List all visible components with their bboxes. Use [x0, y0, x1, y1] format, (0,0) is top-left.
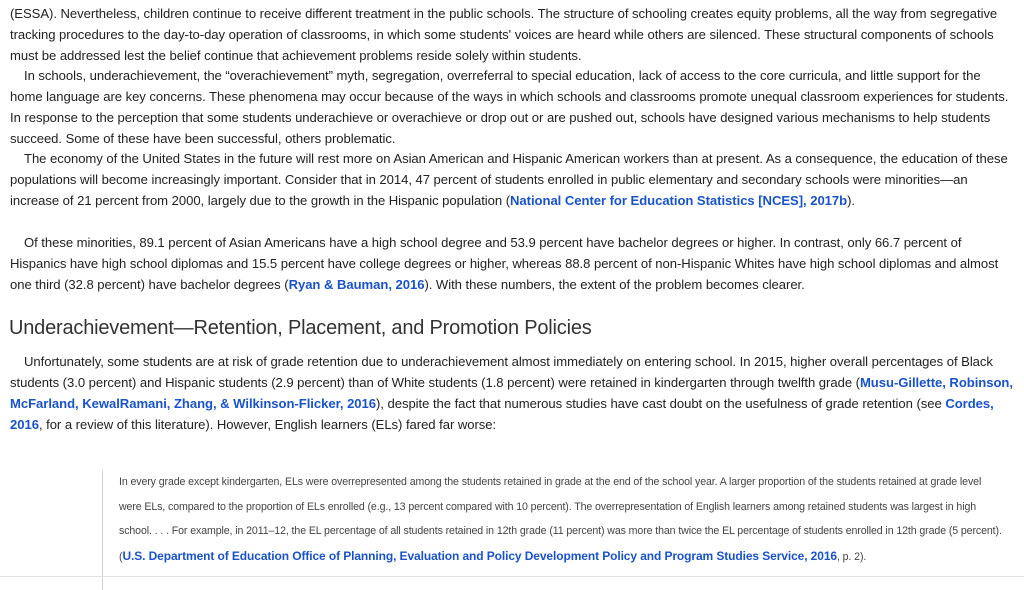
citation-link-us-department-of-education[interactable]: U.S. Department of Education Office of Planning, Evaluation and Policy Development Policy and Program Studies Service, 2016 [122, 548, 837, 563]
quote-body: In every grade except kindergarten, ELs were overrepresented among the students retained in grade at the end of the school year. A larger proportion of the students retained at grade level were ELs, compared to the proportion of ELs enrolled (e.g., 13 percent compared with 10 percent). The overrepresentation of English learners among retained students was largest in high school. . . . For example, in 2011–12, the EL percentage of all students retained in 12th grade (11 percent) was more than twice the EL percentage of students enrolled in 12th grade (5 percent). ( [119, 476, 1002, 563]
paragraph-text: Unfortunately, some students are at risk of grade retention due to underachievement almost immediately on entering school. In 2015, higher overall percentages of Black students (3.0 percent) and Hispanic students (2.9 percent) than of White students (1.8 percent) were retained in kindergarten through twelfth grade ( [10, 354, 993, 390]
paragraph-text: ). [847, 193, 856, 208]
citation-link-cordes[interactable]: Cordes, 2016 [10, 396, 994, 432]
paragraph-minorities [10, 232, 1014, 295]
paragraph-text: ). With these numbers, the extent of the problem becomes clearer. [424, 277, 805, 292]
block-quote [102, 470, 1003, 590]
citation-link-ryan-bauman[interactable]: Ryan & Bauman, 2016 [288, 277, 425, 292]
paragraph-text: In schools, underachievement, the “overachievement” myth, segregation, overreferral to special education, lack of access to the core curricula, and little support for the home language are key concerns. These phenomena may occur because of the ways in which schools and classrooms promote unequal classroom experiences for students. In response to the perception that some students underachieve or overachieve or drop out or are pushed out, schools have designed various mechanisms to help students succeed. Some of these have been successful, others problematic. [10, 68, 1009, 146]
paragraph-text: (ESSA). Nevertheless, children continue to receive different treatment in the public schools. The structure of schooling creates equity problems, all the way from segregative tracking procedures to the day-to-day operation of classrooms, in which some students' voices are heard while others are silenced. These structural components of schools must be addressed lest the belief continue that achievement problems reside solely within students. [10, 6, 998, 63]
paragraph-underachievement [10, 65, 1014, 149]
citation-link-nces[interactable]: National Center for Education Statistics [NCES], 2017b [510, 193, 848, 208]
paragraph-retention [10, 351, 1014, 435]
citation-link-musu-gillette[interactable]: Musu-Gillette, Robinson, McFarland, KewalRamani, Zhang, & Wilkinson-Flicker, 2016 [10, 375, 1013, 411]
quote-page-ref: , p. 2). [836, 550, 867, 563]
paragraph-text: The economy of the United States in the future will rest more on Asian American and Hispanic American workers than at present. As a consequence, the education of these populations will become increasingly important. Consider that in 2014, 47 percent of students enrolled in public elementary and secondary schools were minorities—an increase of 21 percent from 2000, largely due to the growth in the Hispanic population ( [10, 151, 1008, 208]
section-heading: Underachievement—Retention, Placement, and Promotion Policies [9, 317, 592, 339]
paragraph-text: ), despite the fact that numerous studies have cast doubt on the usefulness of grade retention (see [376, 396, 946, 411]
paragraph-essa [10, 3, 1014, 66]
paragraph-text: , for a review of this literature). However, English learners (ELs) fared far worse: [38, 417, 497, 432]
paragraph-economy [10, 148, 1014, 211]
paragraph-text: Of these minorities, 89.1 percent of Asian Americans have a high school degree and 53.9 percent have bachelor degrees or higher. In contrast, only 66.7 percent of Hispanics have high school diplomas and 15.5 percent have college degrees or higher, whereas 88.8 percent of non-Hispanic Whites have high school diplomas and almost one third (32.8 percent) have bachelor degrees ( [10, 235, 999, 292]
block-quote-text [103, 470, 1003, 569]
